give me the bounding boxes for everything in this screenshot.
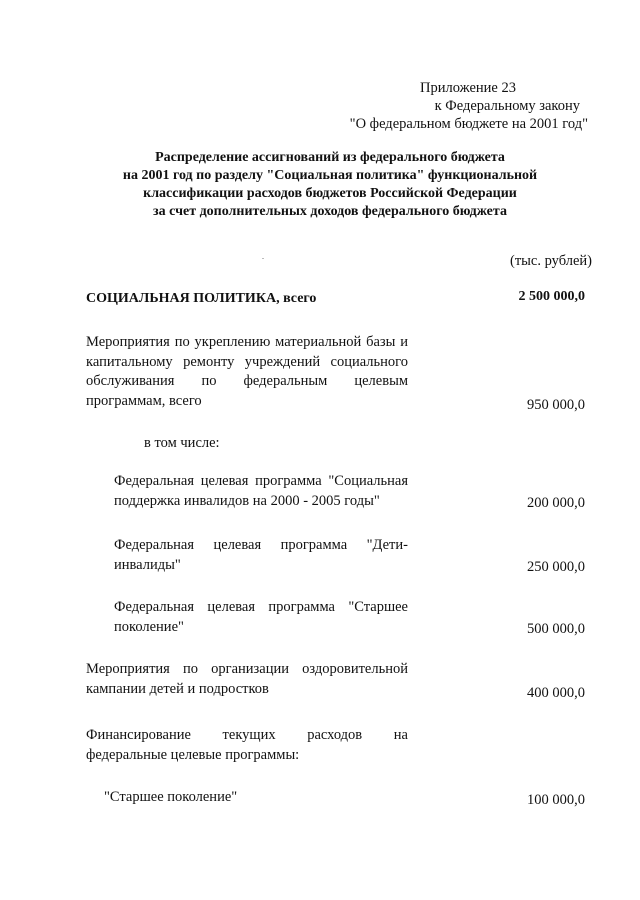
elderly-line-2: поколение" [114,618,184,635]
children-value: 250 000,0 [527,559,585,575]
children-label [114,536,408,575]
health-campaign-label [86,660,408,699]
material-base-line-3: обслуживания по федеральным целевым [86,373,408,389]
material-base-line-2: капитальному ремонту учреждений социального [86,353,408,370]
title-line-1: Распределение ассигнований из федерального бюджета [155,150,505,165]
invalids-line-2: поддержка инвалидов на 2000 - 2005 годы" [114,492,380,509]
elderly-line-1: Федеральная целевая программа "Старшее [114,599,408,615]
elderly-current-value: 100 000,0 [527,792,585,808]
units-label: (тыс. рублей) [510,253,592,269]
invalids-line-1: Федеральная целевая программа "Социальная [114,473,408,489]
total-label: СОЦИАЛЬНАЯ ПОЛИТИКА, всего [86,291,317,306]
material-base-line-1: Мероприятия по укреплению материальной базы и [86,334,408,350]
health-campaign-line-1: Мероприятия по организации оздоровительной [86,661,408,677]
elderly-value: 500 000,0 [527,621,585,637]
title-line-2: на 2001 год по разделу "Социальная политика" функциональной [122,168,538,183]
title-line-3: классификации расходов бюджетов Российской Федерации [143,186,517,201]
children-line-2: инвалиды" [114,556,181,573]
document-title [120,149,540,221]
appendix-number: Приложение 23 [420,80,516,96]
material-base-line-4: программам, всего [86,392,202,409]
total-value: 2 500 000,0 [518,289,585,304]
appendix-law-title: "О федеральном бюджете на 2001 год" [349,116,588,132]
appendix-header [268,79,588,133]
elderly-current-label: "Старшее поколение" [104,789,238,805]
material-base-value: 950 000,0 [527,397,585,413]
invalids-label [114,472,408,511]
health-campaign-value: 400 000,0 [527,685,585,701]
scan-speck [262,258,264,259]
material-base-label [86,333,408,411]
health-campaign-line-2: кампании детей и подростков [86,680,269,697]
including-label: в том числе: [144,435,220,451]
current-expenses-label [86,726,408,765]
invalids-value: 200 000,0 [527,495,585,511]
appendix-law-ref: к Федеральному закону [434,98,580,114]
children-line-1: Федеральная целевая программа "Дети- [114,537,408,553]
elderly-label [114,598,408,637]
title-line-4: за счет дополнительных доходов федерального бюджета [153,204,507,219]
current-expenses-line-1: Финансирование текущих расходов на [86,727,408,743]
current-expenses-line-2: федеральные целевые программы: [86,746,300,763]
